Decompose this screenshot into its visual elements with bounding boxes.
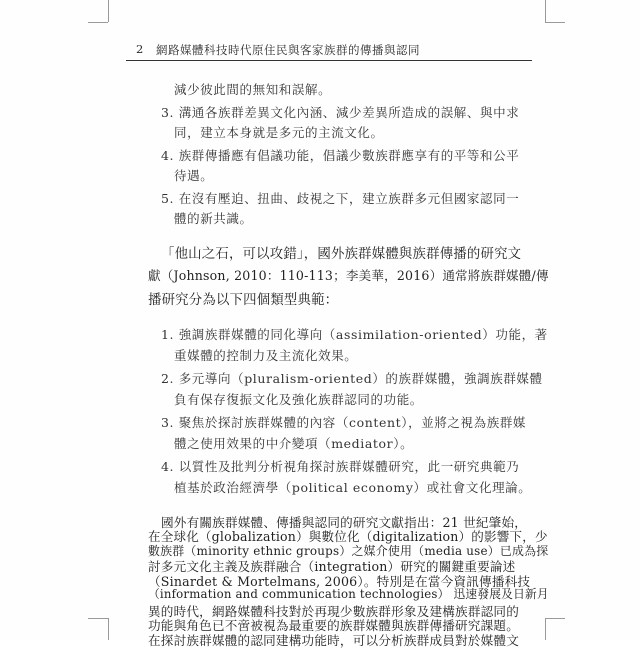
crop-mark <box>545 0 546 22</box>
page-number: 2 <box>136 42 144 56</box>
crop-mark <box>545 22 565 23</box>
list-item-line: 5. 在沒有壓迫、扭曲、歧視之下，建立族群多元但國家認同一 <box>161 191 520 206</box>
crop-mark <box>108 618 109 640</box>
list-item-line: 體之使用效果的中介變項（mediator）。 <box>174 436 414 451</box>
paragraph-line: （information and communication technologies） 迅速發展及日新月 <box>148 587 549 601</box>
list-item-line: 2. 多元導向（pluralism-oriented）的族群媒體，強調族群媒體 <box>161 371 543 386</box>
crop-mark <box>545 618 565 619</box>
paragraph-line: 在探討族群媒體的認同建構功能時，可以分析族群成員對於媒體文 <box>148 633 520 648</box>
book-title: 網路媒體科技時代原住民與客家族群的傳播與認同 <box>156 43 420 57</box>
paragraph-line: 異的時代，網路媒體科技對於再現少數族群形象及建構族群認同的 <box>148 604 520 619</box>
paragraph-line: 播研究分為以下四個類型典範： <box>148 293 339 308</box>
paragraph-line: 「他山之石，可以攻錯」，國外族群媒體與族群傳播的研究文 <box>161 247 522 262</box>
paragraph-line: 在全球化（globalization）與數位化（digitalization）的影響下，少 <box>148 529 548 544</box>
list-item-line: 4. 族群傳播應有倡議功能，倡議少數族群應享有的平等和公平 <box>161 148 520 163</box>
list-item-line: 重媒體的控制力及主流化效果。 <box>174 348 358 363</box>
list-item-line: 體的新共識。 <box>174 211 253 226</box>
crop-mark <box>545 618 546 640</box>
crop-mark <box>88 618 108 619</box>
paragraph-line: 功能與角色已不啻被視為最重要的族群媒體與族群傳播研究課題。 <box>148 618 520 633</box>
running-header <box>126 40 532 61</box>
paragraph-line: 獻（Johnson, 2010：110-113；李美華，2016）通常將族群媒體/傳 <box>148 268 549 283</box>
list-item-line: 1. 強調族群媒體的同化導向（assimilation-oriented）功能，著 <box>161 327 548 342</box>
crop-mark <box>88 22 108 23</box>
crop-mark <box>108 0 109 22</box>
list-item-line: 植基於政治經濟學（political economy）或社會文化理論。 <box>174 480 532 495</box>
list-item-line: 負有保存復振文化及強化族群認同的功能。 <box>174 392 423 407</box>
paragraph-line: 討多元文化主義及族群融合（integration）研究的關鍵重要論述 <box>148 559 516 574</box>
list-item-line: 待遇。 <box>174 168 214 183</box>
paragraph-line: （Sinardet & Mortelmans, 2006）。特別是在當今資訊傳播科技 <box>148 574 531 589</box>
list-item-line: 4. 以質性及批判分析視角探討族群媒體研究，此一研究典範乃 <box>161 459 520 474</box>
list-item-line: 減少彼此間的無知和誤解。 <box>174 82 332 97</box>
list-item-line: 3. 聚焦於探討族群媒體的內容（content），並將之視為族群媒 <box>161 415 527 430</box>
paragraph-line: 數族群（minority ethnic groups）之媒介使用（media use）已成為探 <box>148 544 549 558</box>
paragraph-line: 國外有關族群媒體、傳播與認同的研究文獻指出：21 世紀肇始， <box>161 515 528 530</box>
list-item-line: 同，建立本身就是多元的主流文化。 <box>174 125 384 140</box>
list-item-line: 3. 溝通各族群差異文化內涵、減少差異所造成的誤解、與中求 <box>161 105 520 120</box>
